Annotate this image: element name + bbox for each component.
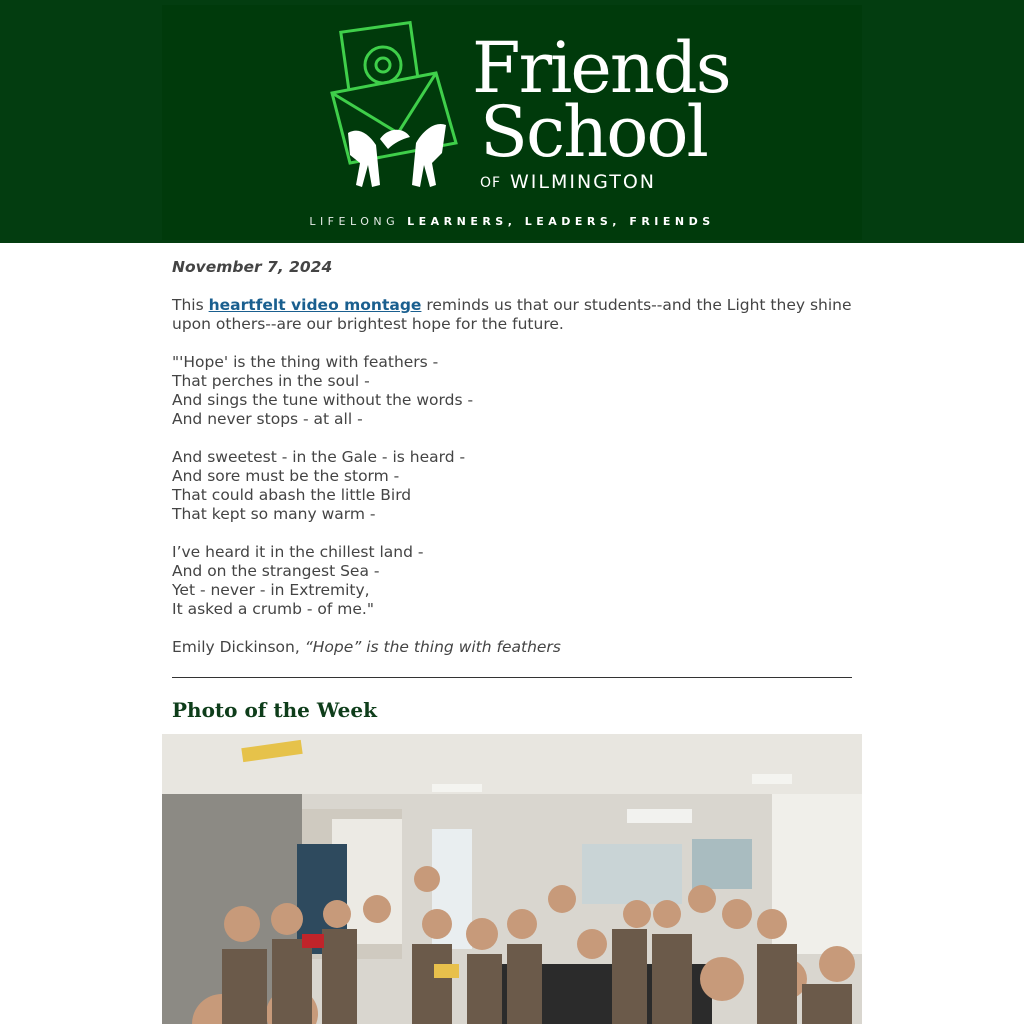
intro-suffix: reminds us that our students--and the Light they shine upon others--are our brightest hope for the future. <box>172 296 852 333</box>
intro-paragraph <box>172 296 852 334</box>
poem-line: And sings the tune without the words - <box>172 391 474 409</box>
poem-line: And sore must be the storm - <box>172 467 400 485</box>
envelope-hands-logo-icon <box>328 15 463 195</box>
brand-name-line2: School <box>480 91 707 173</box>
video-montage-link[interactable]: heartfelt video montage <box>208 296 422 314</box>
poem-line: That kept so many warm - <box>172 505 376 523</box>
poem-stanza <box>172 448 852 524</box>
header-logo-area[interactable] <box>162 5 862 240</box>
header-banner <box>0 0 1024 243</box>
poem-attribution <box>172 638 852 657</box>
section-divider <box>172 677 852 678</box>
tagline <box>162 215 862 228</box>
article-body <box>172 258 852 657</box>
tagline-bold: LEARNERS, LEADERS, FRIENDS <box>407 215 715 228</box>
poem-line: And on the strangest Sea - <box>172 562 380 580</box>
poem-line: That could abash the little Bird <box>172 486 412 504</box>
poem-line: I’ve heard it in the chillest land - <box>172 543 424 561</box>
poem-stanza <box>172 353 852 429</box>
tagline-light: LIFELONG <box>309 215 400 228</box>
photo-section-title: Photo of the Week <box>172 698 377 722</box>
brand-location: WILMINGTON <box>510 171 657 193</box>
poem-stanza <box>172 543 852 619</box>
brand-of: OF <box>480 175 502 191</box>
poem-line: "'Hope' is the thing with feathers - <box>172 353 439 371</box>
brand-name-line1: Friends <box>472 27 730 109</box>
poem-line: It asked a crumb - of me." <box>172 600 374 618</box>
photo-of-the-week-image[interactable] <box>162 734 862 1024</box>
attribution-author: Emily Dickinson, <box>172 638 305 656</box>
poem-line: Yet - never - in Extremity, <box>172 581 370 599</box>
intro-prefix: This <box>172 296 209 314</box>
article-date: November 7, 2024 <box>172 258 333 276</box>
attribution-title: “Hope” is the thing with feathers <box>304 638 561 656</box>
poem-line: That perches in the soul - <box>172 372 370 390</box>
poem-line: And never stops - at all - <box>172 410 363 428</box>
classroom-photo <box>162 734 862 1024</box>
poem-line: And sweetest - in the Gale - is heard - <box>172 448 466 466</box>
